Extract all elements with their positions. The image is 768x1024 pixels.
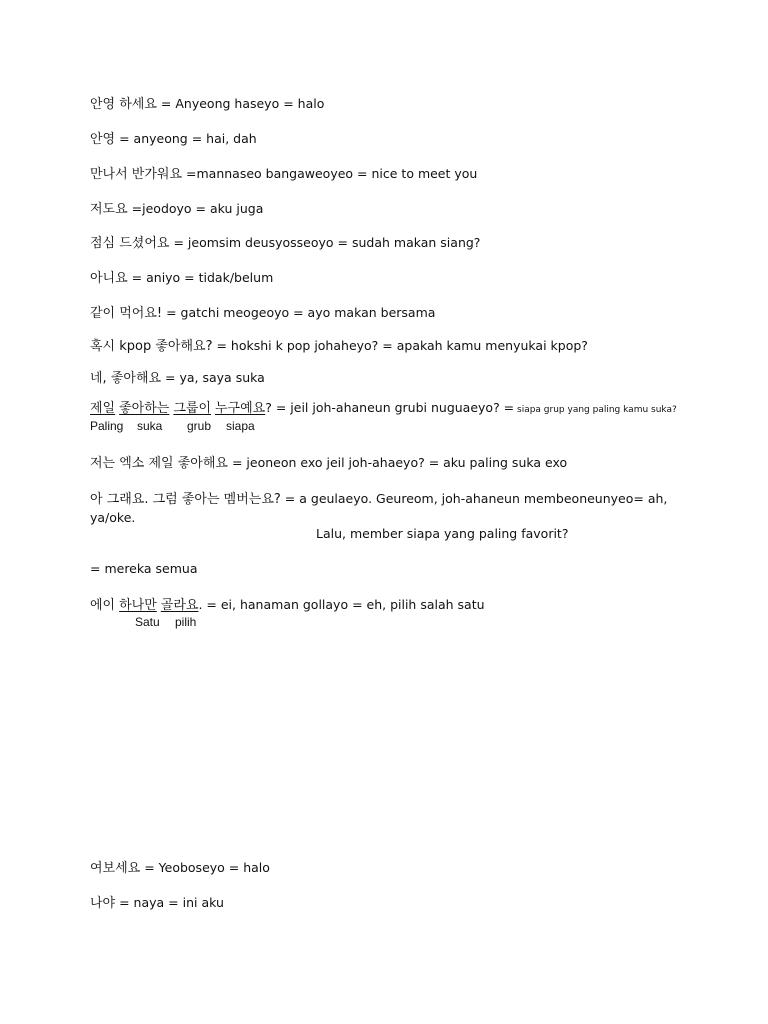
korean-word-satu: 하나만	[119, 598, 157, 613]
korean-text: 나야	[90, 896, 116, 911]
translation-text: = jeoneon exo jeil joh-ahaeyo? = aku paling suka exo	[227, 455, 568, 470]
translation-text: = a geulaeyo. Geureom, joh-ahaneun membeoneunyeo= ah,	[280, 491, 668, 506]
korean-text: 네, 좋아해요	[90, 371, 162, 386]
korean-text: 아니요	[90, 271, 128, 286]
korean-text: 점심 드셨어요	[90, 236, 170, 251]
translation-text: = ya, saya suka	[161, 370, 265, 385]
phrase-line	[90, 201, 263, 218]
translation-text: = jeomsim deusyosseoyo = sudah makan siang?	[169, 235, 481, 250]
gloss-satu: Satu	[135, 615, 160, 629]
phrase-line	[90, 166, 477, 183]
phrase-line	[90, 270, 273, 287]
korean-text: 저는 엑소 제일 좋아해요	[90, 456, 228, 471]
phrase-line	[90, 131, 257, 148]
korean-word-suka: 좋아하는	[119, 401, 170, 416]
gloss-grub: grub	[187, 419, 212, 433]
phrase-line	[90, 235, 480, 252]
phrase-line	[90, 96, 324, 113]
translation-text: ? = jeil joh-ahaneun grubi nuguaeyo? =	[265, 400, 515, 415]
phrase-line	[90, 370, 265, 387]
korean-word-paling: 제일	[90, 401, 116, 416]
gloss-paling: Paling	[90, 419, 124, 433]
korean-text: 아 그래요. 그럼 좋아는 멤버는요?	[90, 492, 281, 507]
korean-text: 만나서 반가워요	[90, 167, 183, 182]
translation-text: =mannaseo bangaweoyeo = nice to meet you	[182, 166, 478, 181]
translation-small: siapa grup yang paling kamu suka?	[514, 405, 677, 415]
translation-text: = naya = ini aku	[115, 895, 224, 910]
translation-text: = hokshi k pop johaheyo? = apakah kamu menyukai kpop?	[212, 338, 588, 353]
translation-text: = Yeoboseyo = halo	[140, 860, 270, 875]
phrase-line	[90, 895, 224, 912]
korean-text: 안영 하세요	[90, 97, 157, 112]
korean-text: 여보세요	[90, 861, 141, 876]
question-line	[90, 400, 677, 418]
phrase-line	[90, 860, 270, 877]
phrase-line-wrap: ya/oke.	[90, 510, 136, 525]
translation-text: . = ei, hanaman gollayo = eh, pilih salah satu	[198, 597, 485, 612]
phrase-line	[90, 338, 588, 355]
translation-text: =jeodoyo = aku juga	[127, 201, 264, 216]
gloss-siapa: siapa	[226, 419, 255, 433]
phrase-line	[90, 597, 485, 614]
translation-text: = aniyo = tidak/belum	[127, 270, 274, 285]
korean-text: 같이 먹어요!	[90, 306, 163, 321]
korean-word-grub: 그룹이	[173, 401, 212, 416]
korean-text: 안영	[90, 132, 116, 147]
gloss-suka: suka	[137, 419, 163, 433]
korean-word-pilih: 골라요	[160, 598, 199, 613]
phrase-line-translation: Lalu, member siapa yang paling favorit?	[316, 526, 569, 541]
korean-word: 에이	[90, 598, 116, 613]
translation-text: = Anyeong haseyo = halo	[156, 96, 325, 111]
phrase-line	[90, 491, 667, 508]
phrase-line: = mereka semua	[90, 561, 198, 576]
gloss-pilih: pilih	[175, 615, 197, 629]
translation-text: = gatchi meogeoyo = ayo makan bersama	[162, 305, 436, 320]
korean-word-siapa: 누구예요	[215, 401, 266, 416]
korean-text: 저도요	[90, 202, 128, 217]
phrase-line	[90, 305, 435, 322]
korean-text: 혹시 kpop 좋아해요?	[90, 339, 213, 354]
translation-text: = anyeong = hai, dah	[115, 131, 257, 146]
phrase-line	[90, 455, 567, 472]
